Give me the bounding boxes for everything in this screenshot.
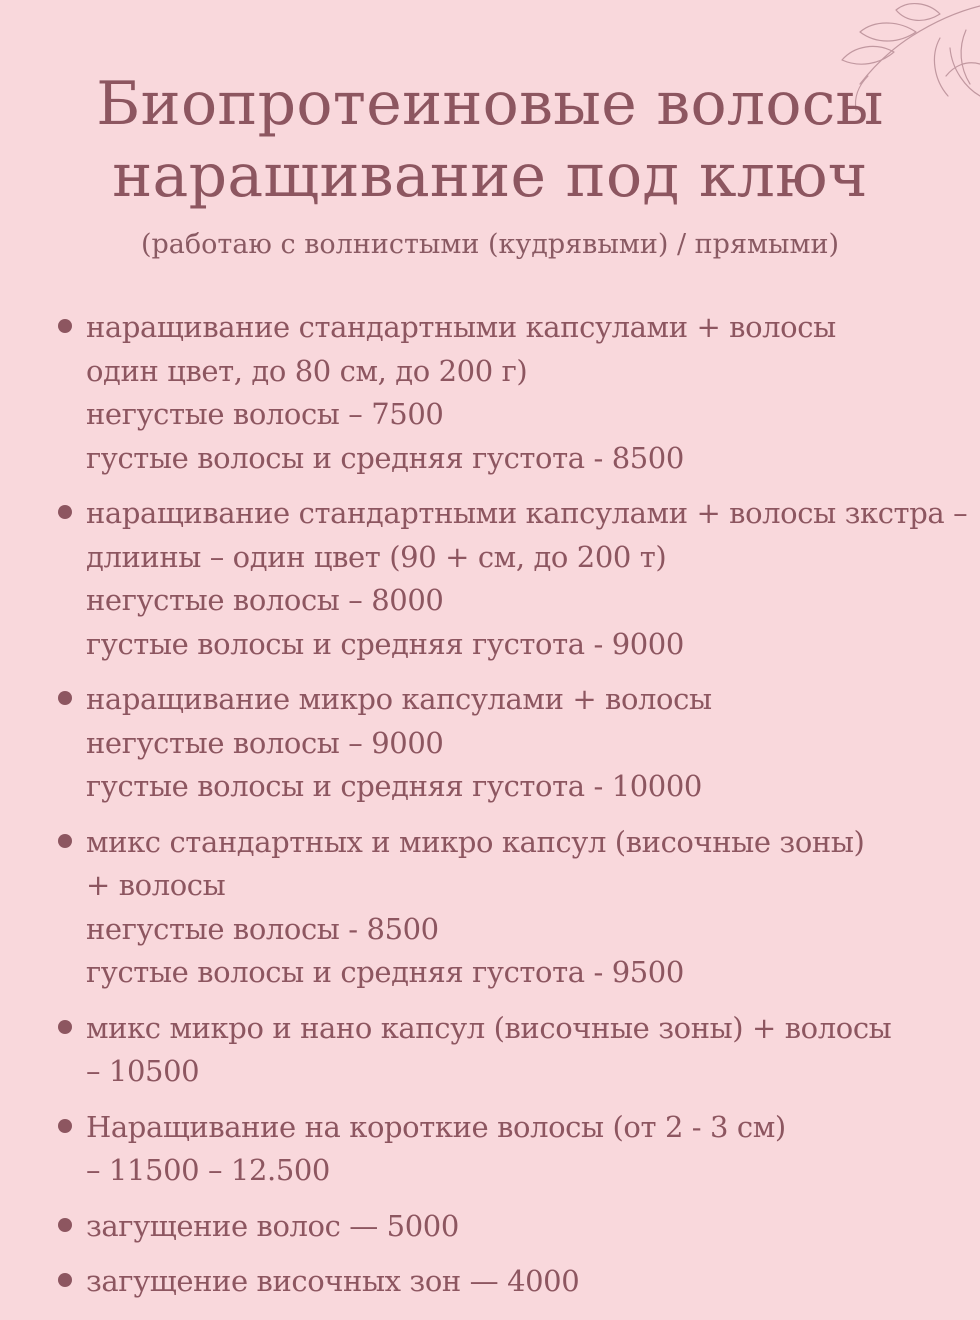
price-item-line: – 11500 – 12.500 xyxy=(86,1153,330,1187)
price-item-line: негустые волосы – 7500 xyxy=(86,397,444,431)
price-item xyxy=(0,678,980,809)
bullet-dot-icon xyxy=(58,691,72,705)
price-item-line: один цвет, до 80 см, до 200 г) xyxy=(86,353,528,388)
bullet-dot-icon xyxy=(58,1218,72,1232)
price-item xyxy=(0,306,980,480)
price-item xyxy=(0,1260,980,1304)
price-item-line: загущение височных зон — 4000 xyxy=(86,1264,580,1298)
price-item-line: – 10500 xyxy=(86,1054,200,1088)
price-item xyxy=(0,1007,980,1094)
page-subtitle: (работаю с волнистыми (кудрявыми) / прямыми) xyxy=(140,229,840,260)
price-item-line: густые волосы и средняя густота - 9000 xyxy=(86,626,684,661)
bullet-dot-icon xyxy=(58,505,72,519)
price-item-line: длиины – один цвет (90 + см, до 200 т) xyxy=(86,539,667,574)
price-item xyxy=(0,1205,980,1249)
page-title-line-2: наращивание под ключ xyxy=(112,141,868,211)
price-item-line: загущение волос — 5000 xyxy=(86,1208,459,1243)
price-item-line: микс стандартных и микро капсул (височные зоны) xyxy=(86,824,865,859)
bullet-dot-icon xyxy=(58,1273,72,1287)
bullet-dot-icon xyxy=(58,834,72,848)
price-item-line: наращивание стандартными капсулами + волосы зкстра – xyxy=(86,496,968,530)
price-item xyxy=(0,492,980,666)
price-item-line: густые волосы и средняя густота - 9500 xyxy=(86,955,684,989)
price-item-line: + волосы xyxy=(86,868,226,902)
price-item-line: наращивание микро капсулами + волосы xyxy=(86,682,712,716)
price-item-line: Наращивание на короткие волосы (от 2 - 3 см) xyxy=(86,1109,786,1144)
price-list xyxy=(0,306,980,1316)
bullet-dot-icon xyxy=(58,1020,72,1034)
price-item-line: наращивание стандартными капсулами + волосы xyxy=(86,310,836,344)
price-item-line: микс микро и нано капсул (височные зоны) + волосы xyxy=(86,1010,892,1045)
price-item-line: негустые волосы – 8000 xyxy=(86,583,444,617)
price-item xyxy=(0,1106,980,1193)
price-item-line: негустые волосы – 9000 xyxy=(86,725,444,760)
bullet-dot-icon xyxy=(58,319,72,333)
page-title-line-1: Биопротеиновые волосы xyxy=(96,69,884,139)
bullet-dot-icon xyxy=(58,1119,72,1133)
price-item-line: густые волосы и средняя густота - 8500 xyxy=(86,440,684,475)
price-item-line: негустые волосы - 8500 xyxy=(86,911,439,946)
price-item-line: густые волосы и средняя густота - 10000 xyxy=(86,769,702,803)
price-item xyxy=(0,821,980,995)
